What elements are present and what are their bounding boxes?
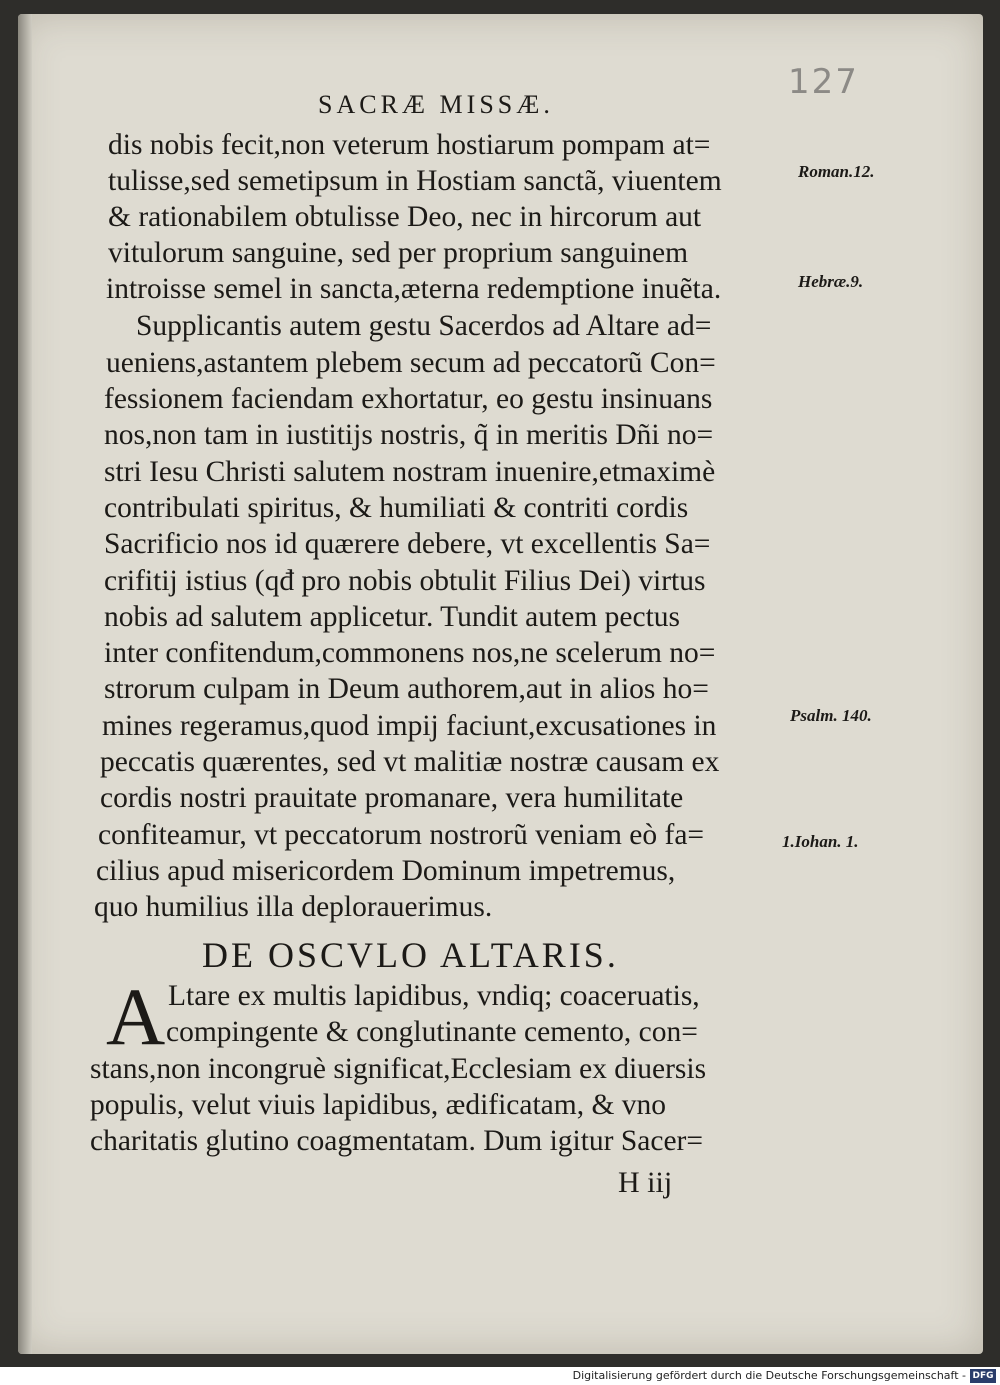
text-line: Supplicantis autem gestu Sacerdos ad Altare ad=	[136, 310, 712, 342]
text-line: cilius apud misericordem Dominum impetremus,	[96, 855, 676, 887]
marginal-note: Roman.12.	[798, 162, 875, 181]
text-line: inter confitendum,commonens nos,ne scelerum no=	[104, 637, 716, 669]
dfg-logo: DFG	[970, 1369, 996, 1383]
text-line: populis, velut viuis lapidibus, ædificatam, & vno	[90, 1089, 667, 1121]
text-line: compingente & conglutinante cemento, con=	[166, 1016, 698, 1048]
text-line: charitatis glutino coagmentatam. Dum igitur Sacer=	[90, 1125, 704, 1157]
text-line: stans,non incongruè significat,Ecclesiam ex diuersis	[90, 1053, 707, 1085]
funding-credit: Digitalisierung gefördert durch die Deutsche Forschungsgemeinschaft -	[572, 1369, 966, 1382]
text-line: crifitij istius (qđ pro nobis obtulit Filius Dei) virtus	[104, 565, 706, 597]
marginal-note: Psalm. 140.	[790, 706, 872, 725]
running-head: SACRÆ MISSÆ.	[318, 90, 554, 119]
text-line: stri Iesu Christi salutem nostram inuenire,etmaximè	[104, 456, 716, 488]
book-page	[18, 14, 983, 1354]
text-line: ueniens,astantem plebem secum ad peccatorũ Con=	[106, 347, 716, 379]
marginal-note: 1.Iohan. 1.	[782, 832, 859, 851]
section-heading: DE OSCVLO ALTARIS.	[202, 935, 619, 975]
text-line: cordis nostri prauitate promanare, vera humilitate	[100, 782, 684, 814]
text-line: dis nobis fecit,non veterum hostiarum pompam at=	[108, 129, 711, 161]
signature-mark: H iij	[618, 1166, 673, 1199]
text-line: peccatis quærentes, sed vt malitiæ nostræ causam ex	[100, 746, 720, 778]
text-line: Sacrificio nos id quærere debere, vt excellentis Sa=	[104, 528, 711, 560]
text-line: contribulati spiritus, & humiliati & contriti cordis	[104, 492, 689, 524]
marginal-note: Hebræ.9.	[798, 272, 864, 291]
drop-cap-initial: A	[106, 971, 166, 1062]
text-line: vitulorum sanguine, sed per proprium sanguinem	[108, 237, 689, 269]
text-line: quo humilius illa deplorauerimus.	[94, 891, 493, 923]
text-line: strorum culpam in Deum authorem,aut in alios ho=	[104, 673, 709, 705]
page-gutter	[18, 14, 32, 1354]
text-line: & rationabilem obtulisse Deo, nec in hircorum aut	[108, 201, 702, 233]
text-line: introisse semel in sancta,æterna redemptione inuẽta.	[106, 273, 722, 305]
text-line: mines regeramus,quod impij faciunt,excusationes in	[102, 710, 717, 742]
text-line: nos,non tam in iustitijs nostris, q̃ in meritis Dñi no=	[104, 419, 714, 451]
text-line: fessionem faciendam exhortatur, eo gestu insinuans	[104, 383, 713, 415]
text-line: Ltare ex multis lapidibus, vndiq; coaceruatis,	[168, 980, 700, 1012]
text-line: tulisse,sed semetipsum in Hostiam sanctã, viuentem	[108, 165, 722, 197]
text-line: confiteamur, vt peccatorum nostrorũ veniam eò fa=	[98, 819, 705, 851]
text-line: nobis ad salutem applicetur. Tundit autem pectus	[104, 601, 680, 633]
footer-bar	[0, 1367, 1000, 1385]
handwritten-folio-number: 127	[788, 62, 859, 102]
